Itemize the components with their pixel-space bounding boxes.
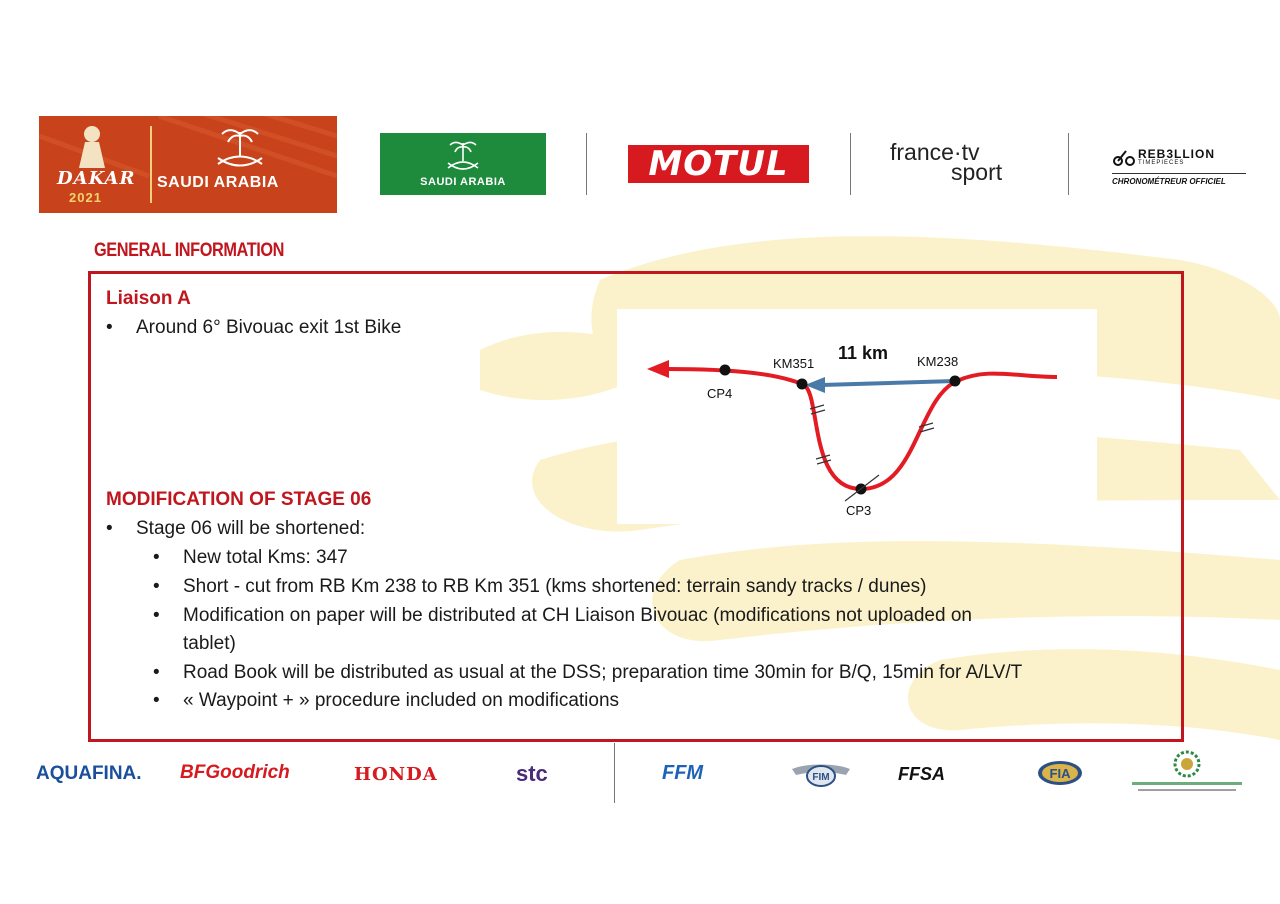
- rebellion-logo: [1110, 143, 1248, 191]
- km238-label: KM238: [917, 354, 959, 369]
- sub-bullet-text: « Waypoint + » procedure included on modifications: [183, 690, 620, 711]
- bullet-dot: •: [153, 662, 160, 683]
- km238-point: [950, 376, 961, 387]
- honda-logo: HONDA: [354, 764, 438, 785]
- dakar-touareg-icon: [67, 124, 117, 170]
- bullet-dot: •: [153, 576, 160, 597]
- rebellion-rule: [1112, 173, 1246, 174]
- sub-bullet-text: Short - cut from RB Km 238 to RB Km 351 (kms shortened: terrain sandy tracks / dunes): [183, 576, 927, 597]
- logo-divider: [850, 133, 851, 195]
- dakar-separator: [150, 126, 152, 203]
- palm-swords-icon: [442, 139, 484, 173]
- fia-logo: [1037, 760, 1083, 786]
- sub-bullet-text: New total Kms: 347: [183, 547, 348, 568]
- saudi-arabia-text: SAUDI ARABIA: [420, 176, 506, 188]
- cp4-point: [720, 365, 731, 376]
- sub-bullet-text: Modification on paper will be distributed at CH Liaison Bivouac (modifications not uploaded on: [183, 605, 972, 626]
- hatch-marks: [810, 405, 934, 464]
- route-map: [617, 309, 1097, 524]
- stc-logo: stc: [516, 761, 548, 786]
- liaison-title: Liaison A: [106, 288, 191, 309]
- fim-logo: [790, 761, 852, 787]
- dakar-word: DAKAR: [57, 168, 136, 189]
- sub-bullet-text: Road Book will be distributed as usual at the DSS; preparation time 30min for B/Q, 15min for A/LV/T: [183, 662, 1023, 683]
- cp3-label: CP3: [846, 503, 872, 518]
- bullet-dot: •: [153, 690, 160, 711]
- fim-text: FIM: [812, 772, 830, 783]
- route-arrow: [647, 360, 669, 378]
- distance-label: 11 km: [838, 343, 889, 363]
- bfgoodrich-logo: BFGoodrich: [180, 762, 290, 783]
- dakar-year: 2021: [69, 190, 102, 205]
- km351-label: KM351: [773, 356, 815, 371]
- liaison-bullet-text: Around 6° Bivouac exit 1st Bike: [136, 317, 402, 338]
- dakar-country: SAUDI ARABIA: [157, 174, 279, 191]
- shortcut-line: [822, 381, 955, 385]
- ffsa-logo: FFSA: [898, 764, 945, 784]
- cp4-label: CP4: [707, 386, 733, 401]
- sub-bullet-continuation: tablet): [183, 633, 236, 654]
- francetv-line2: sport: [951, 159, 1003, 185]
- fia-text: FIA: [1049, 766, 1071, 781]
- rebellion-sub: TIMEPIECES: [1138, 160, 1185, 166]
- francetv-sport-logo: [890, 140, 1030, 190]
- sponsor-divider: [614, 743, 615, 803]
- modification-main-text: Stage 06 will be shortened:: [136, 518, 366, 539]
- page-heading: GENERAL INFORMATION: [94, 240, 285, 261]
- motul-logo: MOTUL: [628, 145, 809, 183]
- rebellion-chrono: CHRONOMÉTREUR OFFICIEL: [1112, 177, 1226, 186]
- bullet-dot: •: [153, 547, 160, 568]
- logo-divider: [586, 133, 587, 195]
- rebellion-icon: [1112, 147, 1136, 167]
- bullet-dot: •: [153, 605, 160, 626]
- ffm-logo: FFM: [662, 762, 704, 784]
- saudi-motor-federation-logo: [1124, 750, 1250, 800]
- palm-swords-icon: [204, 124, 276, 170]
- modification-title: MODIFICATION OF STAGE 06: [106, 489, 372, 510]
- francetv-line1: france·tv: [890, 139, 980, 165]
- saudi-arabia-logo: [380, 133, 546, 195]
- km351-point: [797, 379, 808, 390]
- bullet-dot: •: [106, 317, 113, 338]
- rebellion-name: REB3LLION: [1138, 147, 1216, 161]
- aquafina-logo: AQUAFINA.: [36, 763, 142, 784]
- bullet-dot: •: [106, 518, 113, 539]
- logo-divider: [1068, 133, 1069, 195]
- dakar-saudi-arabia-logo: [39, 116, 337, 213]
